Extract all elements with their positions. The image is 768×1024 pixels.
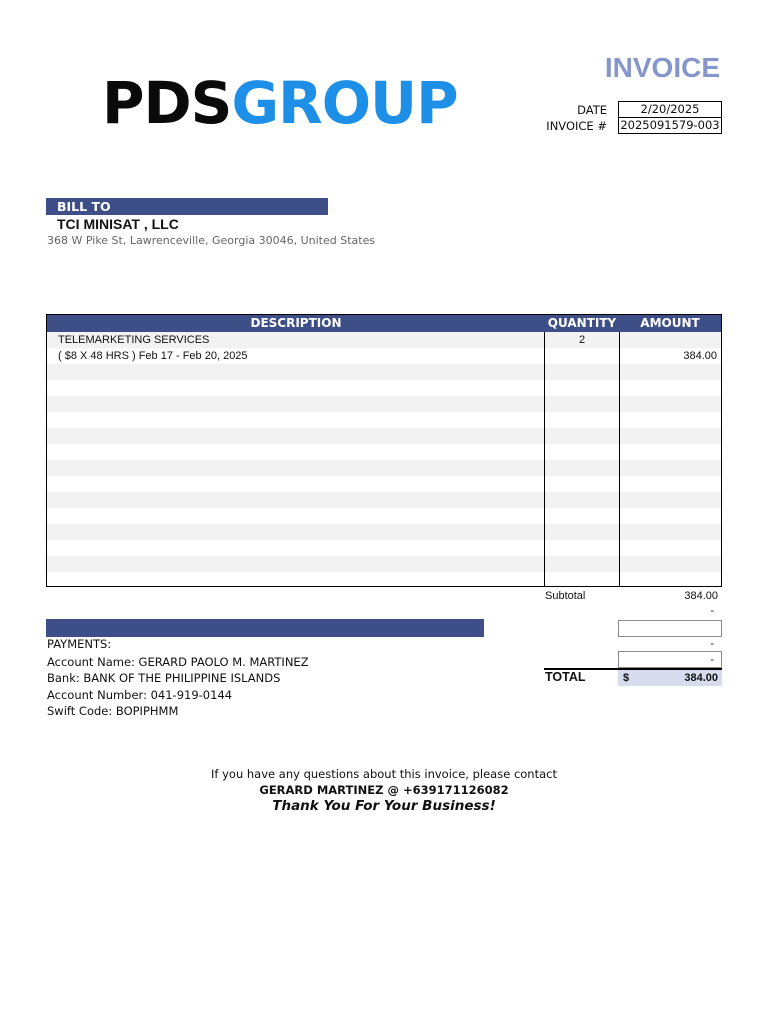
date-label: DATE — [577, 103, 607, 117]
line-2-description: ( $8 X 48 HRS ) Feb 17 - Feb 20, 2025 — [58, 350, 248, 362]
quantity-header: QUANTITY — [547, 316, 617, 330]
logo-part-pds: PDS — [102, 69, 232, 137]
payments-header: PAYMENTS: — [47, 637, 112, 651]
swift-code: Swift Code: BOPIPHMM — [47, 704, 179, 718]
company-logo — [102, 69, 458, 137]
line-1-description: TELEMARKETING SERVICES — [58, 334, 210, 346]
subtotal-label: Subtotal — [545, 590, 586, 602]
line-items-table — [46, 314, 722, 587]
bill-to-company: TCI MINISAT , LLC — [57, 216, 179, 232]
account-number: Account Number: 041-919-0144 — [47, 688, 233, 702]
amount-header: AMOUNT — [640, 316, 700, 330]
invoice-number-value: 2025091579-003 — [618, 117, 722, 134]
table-header — [47, 315, 721, 332]
bill-to-header: BILL TO — [46, 198, 328, 215]
description-header: DESCRIPTION — [250, 316, 342, 330]
summary-line-3-value: - — [710, 638, 714, 650]
subtotal-value: 384.00 — [684, 590, 718, 602]
invoice-title: INVOICE — [604, 52, 720, 83]
footer-contact: GERARD MARTINEZ @ +639171126082 — [259, 783, 509, 797]
total-currency: $ — [623, 672, 630, 684]
logo-part-group: GROUP — [231, 69, 458, 137]
column-divider — [619, 332, 620, 586]
footer-thanks: Thank You For Your Business! — [272, 798, 496, 814]
line-1-quantity: 2 — [578, 334, 586, 346]
bill-to-address: 368 W Pike St, Lawrenceville, Georgia 30046, United States — [47, 234, 376, 247]
bank-name: Bank: BANK OF THE PHILIPPINE ISLANDS — [47, 671, 281, 685]
date-value: 2/20/2025 — [618, 101, 722, 118]
payments-bar — [46, 619, 484, 637]
invoice-number-label: INVOICE # — [546, 119, 607, 133]
column-divider — [544, 332, 545, 586]
summary-input-box-2 — [618, 651, 722, 668]
footer-question: If you have any questions about this invoice, please contact — [211, 767, 557, 781]
summary-input-box — [618, 620, 722, 637]
account-name: Account Name: GERARD PAOLO M. MARTINEZ — [47, 655, 309, 669]
total-value: 384.00 — [684, 672, 718, 684]
summary-line-2-value: - — [710, 605, 714, 617]
line-2-amount: 384.00 — [683, 350, 717, 362]
total-amount-box — [618, 670, 722, 686]
summary-line-4-value: - — [710, 654, 714, 666]
total-label: TOTAL — [545, 670, 586, 684]
